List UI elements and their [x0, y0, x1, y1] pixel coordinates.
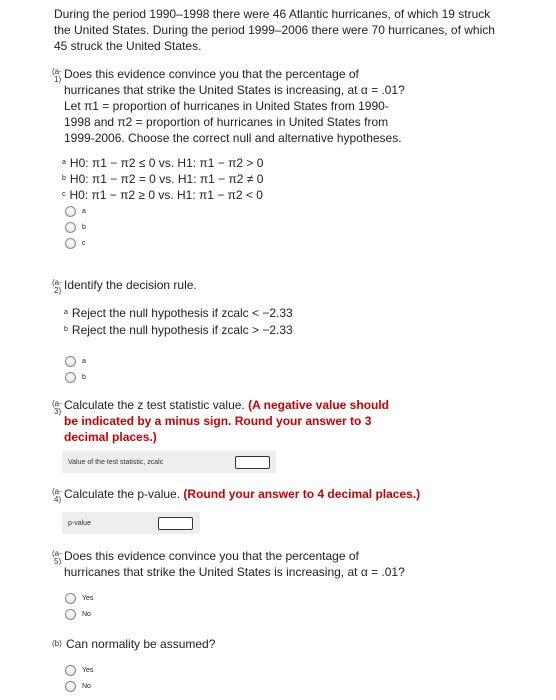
p-value-input[interactable]: [158, 517, 193, 530]
option-text: H0: π1 − π2 ≤ 0 vs. H1: π1 − π2 > 0: [69, 156, 264, 170]
radio-button[interactable]: [65, 665, 76, 676]
q1-radio-b[interactable]: [65, 219, 86, 235]
q5-radio-no[interactable]: [65, 606, 93, 622]
option-text: H0: π1 − π2 = 0 vs. H1: π1 − π2 ≠ 0: [69, 172, 264, 186]
option-letter: a: [62, 159, 66, 166]
question-note: (A negative value should be indicated by a minus sign. Round your answer to 3 decimal places.): [64, 398, 390, 444]
input-label: Value of the test statistic, zcalc: [68, 458, 164, 466]
q5-radio-yes[interactable]: [65, 590, 93, 606]
label-top: (a-: [52, 487, 62, 496]
q1-radio-a[interactable]: [65, 203, 86, 219]
label-bottom: 5): [54, 557, 62, 566]
question-a3-text: [64, 397, 404, 445]
radio-button[interactable]: [65, 222, 76, 233]
label-bottom: 3): [54, 407, 62, 416]
q2-radio-b[interactable]: [65, 369, 86, 385]
question-text: Calculate the z test statistic value.: [64, 398, 245, 412]
radio-label: Yes: [82, 594, 94, 602]
q1-option-a: [62, 155, 263, 171]
label-top: (a-: [52, 549, 62, 558]
qb-radio-yes[interactable]: [65, 662, 93, 678]
radio-label: a: [82, 357, 86, 365]
radio-label: a: [82, 207, 86, 215]
option-text: H0: π1 − π2 ≥ 0 vs. H1: π1 − π2 < 0: [69, 188, 263, 202]
q1-option-c: [62, 187, 263, 203]
question-a4-text: [64, 486, 420, 502]
option-letter: b: [64, 326, 68, 333]
radio-button[interactable]: [65, 206, 76, 217]
q1-radio-group: [65, 203, 86, 251]
qb-radio-no[interactable]: [65, 678, 93, 694]
q2-option-a: [64, 305, 293, 321]
question-a2-text: Identify the decision rule.: [64, 278, 197, 292]
q2-radio-group: [65, 353, 86, 385]
question-label-a5: [52, 550, 62, 566]
label-bottom: 2): [54, 286, 62, 295]
question-label-b: (b): [52, 639, 62, 648]
q5-radio-group: [65, 590, 93, 622]
label-top: (a-: [52, 278, 62, 287]
option-text: Reject the null hypothesis if zcalc < −2.33: [71, 306, 293, 320]
question-a1-text: Does this evidence convince you that the percentage of hurricanes that strike the United States is increasing, at α = .01? Let π1 = proportion of hurricanes in United States from 1990-1998 and π2 = proportion of hurricanes in United States from 1999-2006. Choose the correct null and alternative hypotheses.: [64, 67, 405, 145]
q2-radio-a[interactable]: [65, 353, 86, 369]
radio-button[interactable]: [65, 238, 76, 249]
radio-button[interactable]: [65, 609, 76, 620]
qb-radio-group: [65, 662, 93, 694]
option-letter: b: [62, 175, 66, 182]
input-label: p-value: [68, 519, 91, 527]
question-label-a3: [52, 400, 62, 416]
radio-label: c: [82, 239, 86, 247]
q2-option-b: [64, 322, 293, 338]
radio-label: No: [82, 682, 91, 690]
intro-text: During the period 1990–1998 there were 46 Atlantic hurricanes, of which 19 struck the United States. During the period 1999–2006 there were 70 hurricanes, of which 45 struck the United States.: [54, 7, 495, 53]
question-label-a2: [52, 279, 62, 295]
label-bottom: 1): [54, 75, 62, 84]
radio-button[interactable]: [65, 372, 76, 383]
radio-button[interactable]: [65, 356, 76, 367]
radio-label: b: [82, 223, 86, 231]
radio-label: Yes: [82, 666, 94, 674]
q1-radio-c[interactable]: [65, 235, 86, 251]
label-top: (a-: [52, 67, 62, 76]
label-top: (a-: [52, 399, 62, 408]
q1-option-b: [62, 171, 263, 187]
radio-button[interactable]: [65, 681, 76, 692]
question-text: Calculate the p-value.: [64, 487, 181, 501]
option-text: Reject the null hypothesis if zcalc > −2.33: [71, 323, 293, 337]
label-bottom: 4): [54, 495, 62, 504]
question-a5-text: Does this evidence convince you that the percentage of hurricanes that strike the United States is increasing, at α = .01?: [64, 549, 405, 579]
question-label-a1: [52, 68, 62, 84]
test-statistic-input[interactable]: [235, 456, 270, 469]
radio-label: b: [82, 373, 86, 381]
radio-label: No: [82, 610, 91, 618]
question-b-text: Can normality be assumed?: [66, 637, 216, 651]
option-letter: a: [64, 309, 68, 316]
question-note: (Round your answer to 4 decimal places.): [183, 487, 421, 501]
question-label-a4: [52, 488, 62, 504]
radio-button[interactable]: [65, 593, 76, 604]
option-letter: c: [62, 191, 66, 198]
